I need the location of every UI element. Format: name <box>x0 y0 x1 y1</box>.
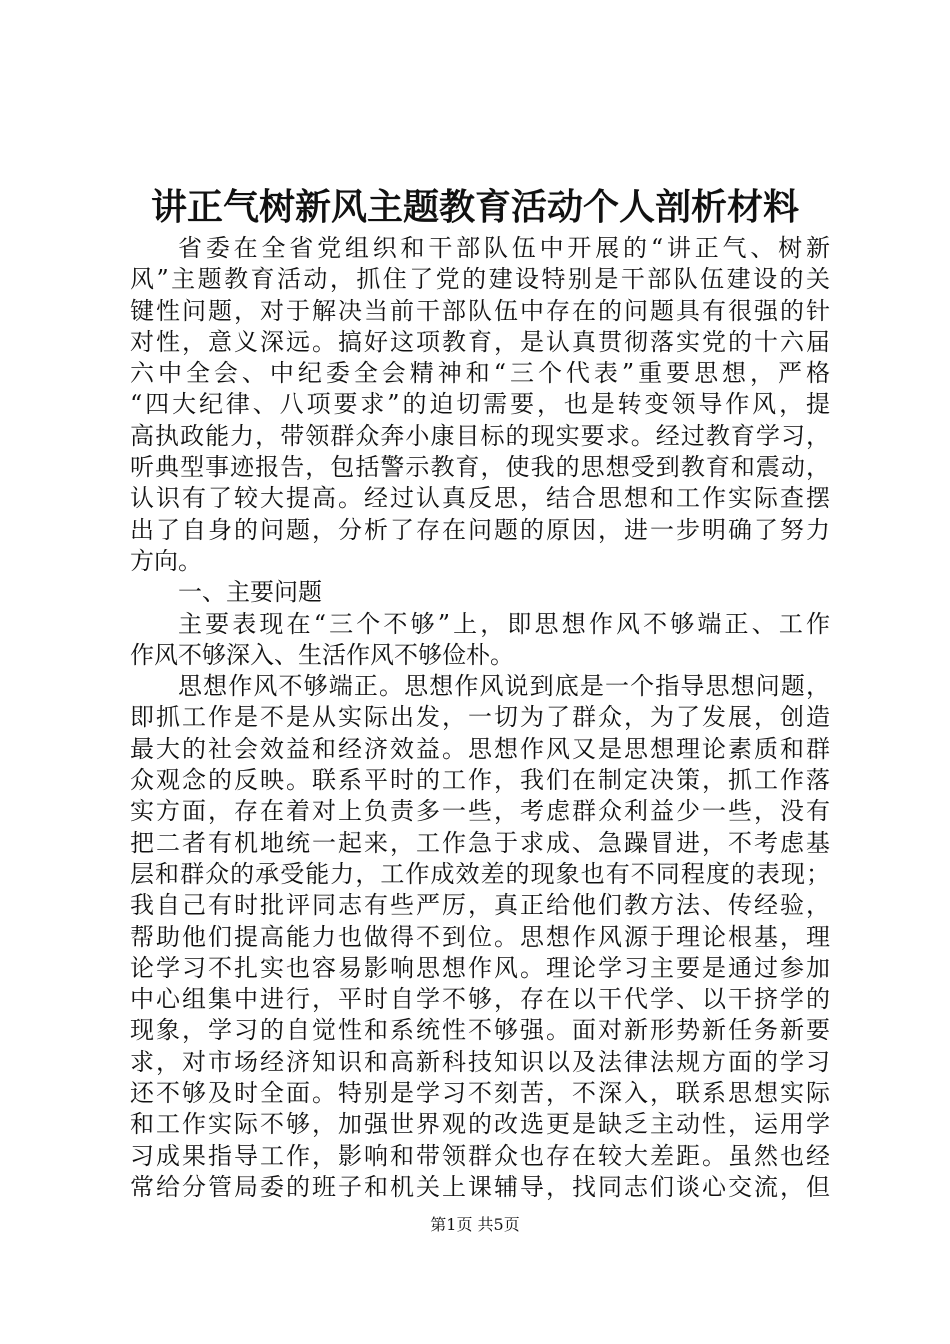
text-line: 常给分管局委的班子和机关上课辅导，找同志们谈心交流，但 <box>130 1172 830 1201</box>
text-line: 听典型事迹报告，包括警示教育，使我的思想受到教育和震动， <box>130 453 830 482</box>
text-line: 键性问题，对于解决当前干部队伍中存在的问题具有很强的针 <box>130 296 830 325</box>
text-line: 对性，意义深远。搞好这项教育，是认真贯彻落实党的十六届 <box>130 327 830 356</box>
text-line: 省委在全省党组织和干部队伍中开展的“讲正气、树新 <box>178 234 830 262</box>
text-line: 中心组集中进行，平时自学不够，存在以干代学、以干挤学的 <box>130 985 830 1014</box>
text-line: 出了自身的问题，分析了存在问题的原因，进一步明确了努力 <box>130 515 830 544</box>
text-line: 求，对市场经济知识和高新科技知识以及法律法规方面的学习 <box>130 1047 830 1076</box>
text-line: 最大的社会效益和经济效益。思想作风又是思想理论素质和群 <box>130 734 830 763</box>
page-footer: 第1页 共5页 <box>430 1215 520 1234</box>
text-line: 众观念的反映。联系平时的工作，我们在制定决策，抓工作落 <box>130 766 830 795</box>
text-line: 把二者有机地统一起来，工作急于求成、急躁冒进，不考虑基 <box>130 828 830 857</box>
text-line: 我自己有时批评同志有些严厉，真正给他们教方法、传经验， <box>130 891 830 920</box>
document-body <box>130 233 830 1203</box>
text-line: 主要表现在“三个不够”上，即思想作风不够端正、工作 <box>178 609 830 638</box>
document-title: 讲正气树新风主题教育活动个人剖析材料 <box>150 186 799 228</box>
text-line: 和工作实际不够，加强世界观的改选更是缺乏主动性，运用学 <box>130 1110 830 1139</box>
text-line: 论学习不扎实也容易影响思想作风。理论学习主要是通过参加 <box>130 953 830 982</box>
text-line: 帮助他们提高能力也做得不到位。思想作风源于理论根基，理 <box>130 922 830 951</box>
text-line: 高执政能力，带领群众奔小康目标的现实要求。经过教育学习， <box>130 421 830 450</box>
text-line: 层和群众的承受能力，工作成效差的现象也有不同程度的表现； <box>130 859 830 888</box>
text-line: “四大纪律、八项要求”的迫切需要，也是转变领导作风，提 <box>130 390 830 419</box>
text-line: 认识有了较大提高。经过认真反思，结合思想和工作实际查摆 <box>130 484 830 513</box>
text-line: 还不够及时全面。特别是学习不刻苦，不深入，联系思想实际 <box>130 1079 830 1108</box>
text-line: 即抓工作是不是从实际出发，一切为了群众，为了发展，创造 <box>130 703 830 732</box>
text-line: 作风不够深入、生活作风不够俭朴。 <box>130 640 514 669</box>
text-line: 方向。 <box>130 546 202 575</box>
text-line: 习成果指导工作，影响和带领群众也存在较大差距。虽然也经 <box>130 1141 830 1170</box>
text-line: 思想作风不够端正。思想作风说到底是一个指导思想问题， <box>178 672 830 701</box>
text-line: 六中全会、中纪委全会精神和“三个代表”重要思想，严格 <box>130 359 830 388</box>
text-line: 现象，学习的自觉性和系统性不够强。面对新形势新任务新要 <box>130 1016 830 1045</box>
text-line: 风”主题教育活动，抓住了党的建设特别是干部队伍建设的关 <box>130 265 830 294</box>
text-line: 实方面，存在着对上负责多一些，考虑群众利益少一些，没有 <box>130 797 830 826</box>
text-line: 一、主要问题 <box>178 578 322 607</box>
